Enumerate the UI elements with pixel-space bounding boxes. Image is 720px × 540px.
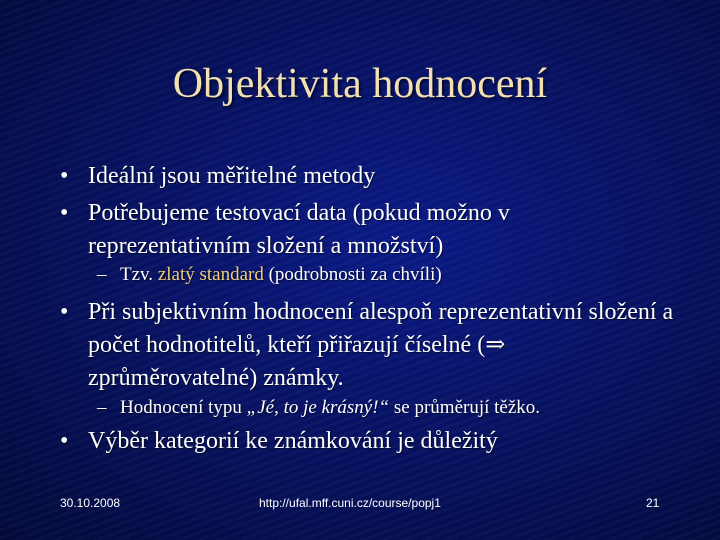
sub-bullet-text	[120, 396, 700, 420]
sub-bullet-post: se průměrují těžko.	[389, 397, 541, 418]
bullet-dot-icon: •	[60, 200, 69, 226]
sub-bullet-post: (podrobnosti za chvíli)	[263, 264, 442, 285]
highlight-term: zlatý standard	[157, 264, 264, 285]
bullet-item	[0, 425, 720, 458]
bullet-text: Výběr kategorií ke známkování je důležitý	[88, 428, 498, 454]
bullet-dot-icon: •	[60, 299, 69, 325]
footer-date: 30.10.2008	[60, 496, 121, 510]
bullet-dot-icon: •	[60, 428, 69, 454]
bullet-text: Při subjektivním hodnocení alespoň reprezentativní složení a počet hodnotitelů, kteří přiřazují číselné (⇒ zprůměrovatelné) známky.	[88, 299, 674, 391]
sub-bullet-pre: Tzv.	[120, 264, 158, 285]
bullet-item	[0, 296, 720, 395]
bullet-item	[0, 160, 720, 193]
sub-bullet-item	[0, 263, 720, 289]
footer-url: http://ufal.mff.cuni.cz/course/popj1	[259, 496, 441, 510]
dash-icon: –	[97, 397, 107, 418]
sub-bullet-text	[120, 263, 700, 287]
quoted-phrase: „Jé, to je krásný!“	[246, 397, 390, 418]
bullet-item	[0, 197, 720, 263]
sub-bullet-pre: Hodnocení typu	[120, 397, 247, 418]
bullet-text: Potřebujeme testovací data (pokud možno v reprezentativním složení a množství)	[88, 200, 510, 259]
sub-bullet-item	[0, 396, 720, 422]
dash-icon: –	[97, 264, 107, 285]
footer-page-number: 21	[646, 496, 660, 510]
bullet-text: Ideální jsou měřitelné metody	[88, 163, 376, 189]
bullet-dot-icon: •	[60, 163, 69, 189]
slide-title: Objektivita hodnocení	[172, 61, 548, 107]
